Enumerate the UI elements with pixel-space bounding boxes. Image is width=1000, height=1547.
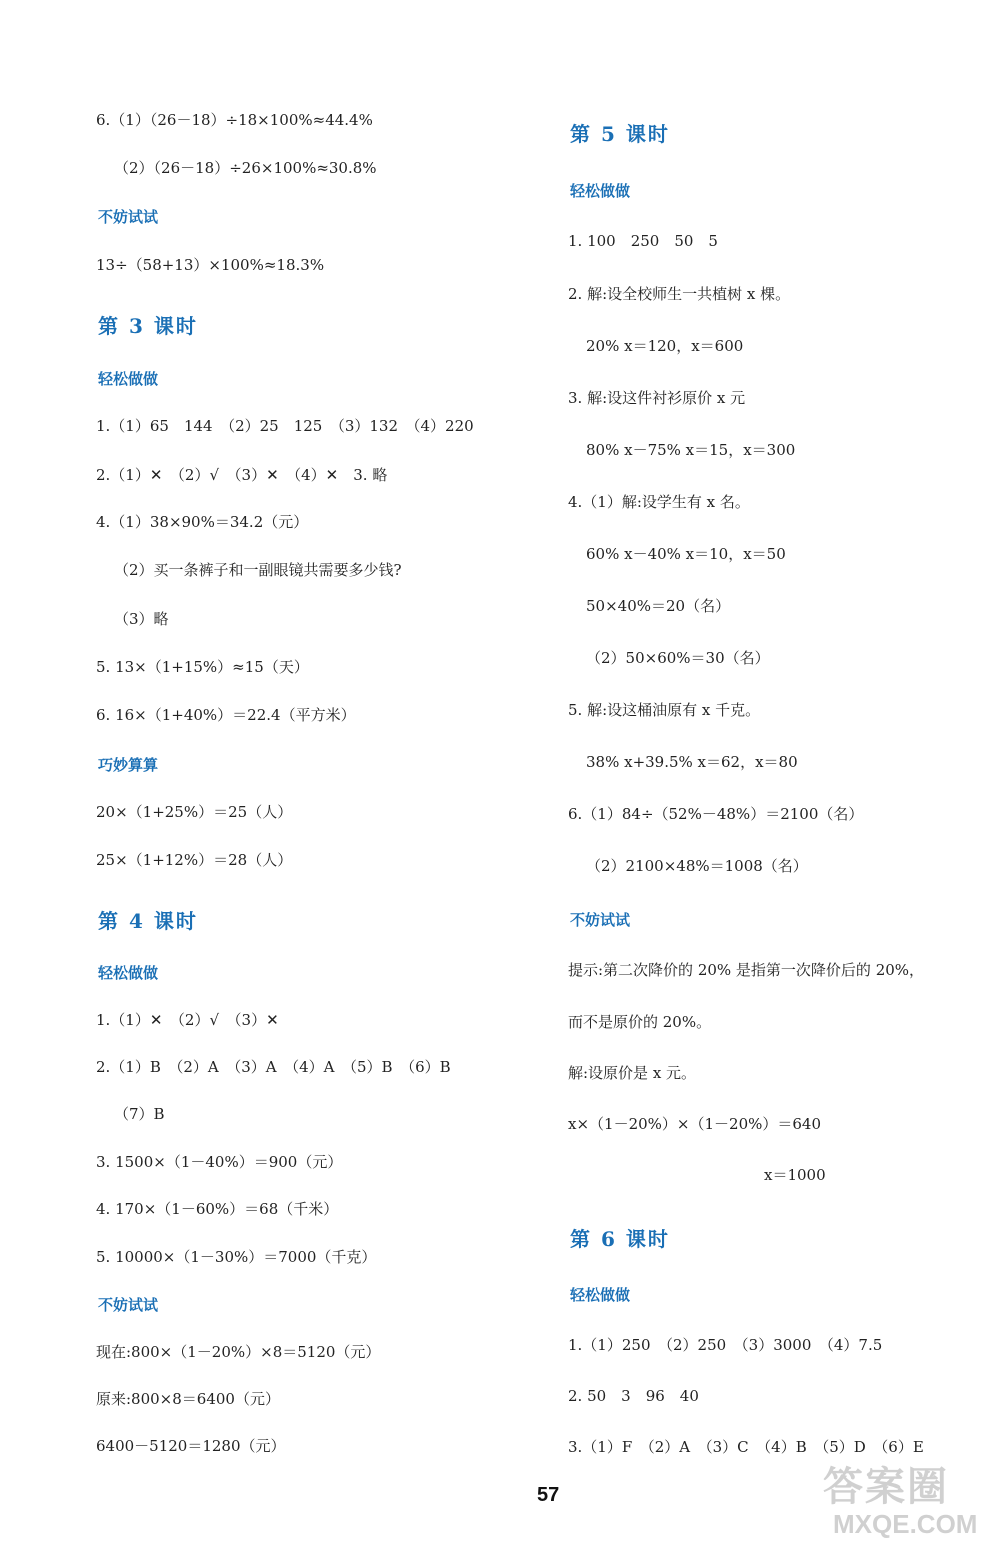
answer-line: 6400－5120＝1280（元）: [96, 1437, 286, 1455]
answer-line: 1.（1）250 （2）250 （3）3000 （4）7.5: [568, 1336, 883, 1354]
answer-line: （3）略: [114, 610, 169, 628]
answer-line: 原来:800×8＝6400（元）: [96, 1390, 280, 1408]
answer-line: （2）（26－18）÷26×100%≈30.8%: [114, 159, 377, 177]
subsection-title: 轻松做做: [98, 964, 159, 982]
answer-line: 50×40%＝20（名）: [586, 597, 731, 615]
answer-line: 3. 解:设这件衬衫原价 x 元: [568, 389, 746, 407]
answer-line: 3. 1500×（1－40%）＝900（元）: [96, 1153, 343, 1171]
answer-line: 80% x－75% x＝15，x＝300: [586, 441, 796, 459]
lesson-title: 第 3 课时: [98, 314, 198, 338]
answer-line: 1.（1）65 144 （2）25 125 （3）132 （4）220: [96, 417, 474, 435]
answer-line: 6. 16×（1+40%）＝22.4（平方米）: [96, 706, 356, 724]
watermark: [815, 1455, 995, 1543]
answer-line: （2）50×60%＝30（名）: [586, 649, 770, 667]
lesson-title: 第 5 课时: [570, 122, 670, 146]
answer-line: 1. 100 250 50 5: [568, 232, 718, 250]
answer-line: 38% x+39.5% x＝62，x＝80: [586, 753, 798, 771]
answer-line: 60% x－40% x＝10，x＝50: [586, 545, 786, 563]
answer-line: 2.（1）B （2）A （3）A （4）A （5）B （6）B: [96, 1058, 451, 1076]
watermark-logo: 答案圈: [823, 1465, 949, 1509]
answer-line: 3.（1）F （2）A （3）C （4）B （5）D （6）E: [568, 1438, 924, 1456]
watermark-site: MXQE.COM: [833, 1509, 978, 1539]
answer-line: 5. 13×（1+15%）≈15（天）: [96, 658, 309, 676]
subsection-title: 巧妙算算: [98, 756, 159, 774]
answer-line: 6.（1）84÷（52%－48%）＝2100（名）: [568, 805, 864, 823]
subsection-title: 轻松做做: [570, 182, 631, 200]
page-number: 57: [537, 1484, 560, 1506]
answer-line: 2.（1）✕ （2）√ （3）✕ （4）✕ 3. 略: [96, 466, 388, 484]
answer-line: x＝1000: [764, 1166, 826, 1184]
answer-line: 5. 解:设这桶油原有 x 千克。: [568, 701, 761, 719]
answer-line: x×（1－20%）×（1－20%）＝640: [568, 1115, 821, 1133]
answer-line: 20×（1+25%）＝25（人）: [96, 803, 293, 821]
lesson-title: 第 4 课时: [98, 909, 198, 933]
answer-line: 提示:第二次降价的 20% 是指第一次降价后的 20%，: [568, 961, 925, 979]
subsection-title: 轻松做做: [570, 1286, 631, 1304]
answer-line: 2. 解:设全校师生一共植树 x 棵。: [568, 285, 791, 303]
answer-line: 4. 170×（1－60%）＝68（千米）: [96, 1200, 339, 1218]
answer-line: （7）B: [114, 1105, 165, 1123]
answer-line: 20% x＝120，x＝600: [586, 337, 744, 355]
answer-line: 6.（1）（26－18）÷18×100%≈44.4%: [96, 111, 373, 129]
subsection-title: 不妨试试: [98, 208, 159, 226]
answer-line: 13÷（58+13）×100%≈18.3%: [96, 256, 325, 274]
answer-line: 4.（1）38×90%＝34.2（元）: [96, 513, 309, 531]
answer-line: 25×（1+12%）＝28（人）: [96, 851, 293, 869]
answer-line: 2. 50 3 96 40: [568, 1387, 699, 1405]
subsection-title: 轻松做做: [98, 370, 159, 388]
subsection-title: 不妨试试: [570, 911, 631, 929]
answer-line: 4.（1）解:设学生有 x 名。: [568, 493, 750, 511]
answer-line: 5. 10000×（1－30%）＝7000（千克）: [96, 1248, 377, 1266]
answer-line: 解:设原价是 x 元。: [568, 1064, 697, 1082]
answer-line: （2）2100×48%＝1008（名）: [586, 857, 808, 875]
answer-line: （2）买一条裤子和一副眼镜共需要多少钱?: [114, 561, 402, 579]
lesson-title: 第 6 课时: [570, 1227, 670, 1251]
answer-line: 而不是原价的 20%。: [568, 1013, 712, 1031]
subsection-title: 不妨试试: [98, 1296, 159, 1314]
answer-line: 现在:800×（1－20%）×8＝5120（元）: [96, 1343, 381, 1361]
answer-line: 1.（1）✕ （2）√ （3）✕: [96, 1011, 279, 1029]
